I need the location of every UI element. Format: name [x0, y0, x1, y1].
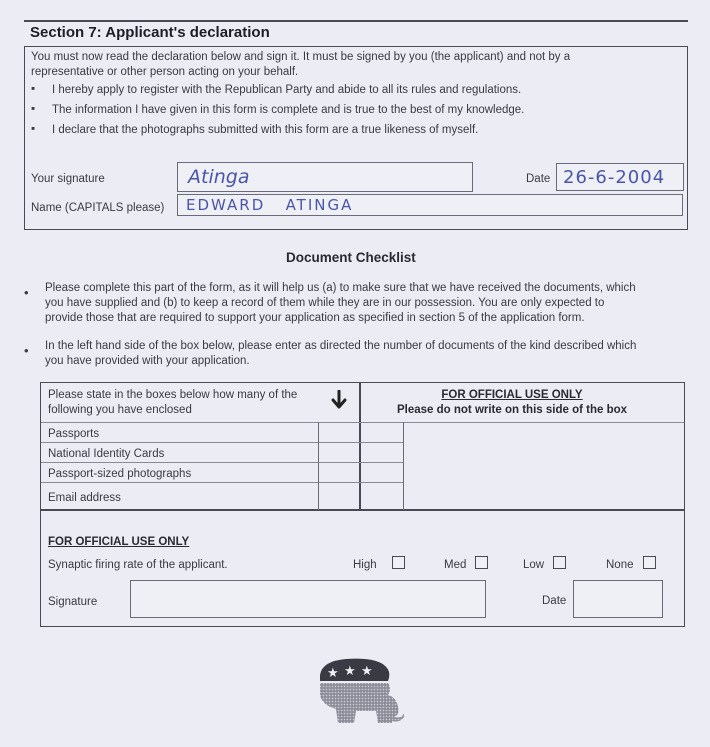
bullet-icon: ▪	[31, 103, 36, 115]
official-header-sub: Please do not write on this side of the box	[396, 404, 628, 416]
official-title: FOR OFFICIAL USE ONLY	[48, 536, 190, 548]
signature-value: Atinga	[188, 166, 250, 188]
checklist-para1-line1: Please complete this part of the form, as it will help us (a) to make sure that we have received the documents, which	[45, 282, 636, 294]
svg-text:★: ★	[361, 664, 373, 679]
arrow-down-icon	[331, 390, 347, 410]
official-date-field[interactable]	[573, 580, 663, 618]
date-value: 26-6-2004	[563, 167, 666, 188]
official-signature-field[interactable]	[130, 580, 486, 618]
row-divider	[41, 422, 684, 423]
svg-text:★: ★	[327, 666, 339, 681]
count-input-national-id[interactable]	[319, 443, 358, 462]
option-none-checkbox[interactable]	[643, 556, 656, 569]
signature-label: Your signature	[31, 173, 105, 185]
left-header-line2: following you have enclosed	[48, 404, 192, 416]
option-high-label: High	[353, 559, 377, 571]
count-input-email[interactable]	[319, 483, 358, 508]
left-header-line1: Please state in the boxes below how many of the	[48, 389, 298, 401]
official-date-label: Date	[542, 595, 567, 607]
option-low-checkbox[interactable]	[553, 556, 566, 569]
bullet-icon: •	[24, 285, 29, 300]
declaration-item: I hereby apply to register with the Republican Party and abide to all its rules and regulations.	[52, 84, 522, 96]
row-divider	[41, 509, 684, 511]
option-low-label: Low	[523, 559, 545, 571]
name-value: EDWARD ATINGA	[186, 196, 354, 214]
bullet-icon: •	[24, 343, 29, 358]
item-photographs: Passport-sized photographs	[48, 468, 192, 480]
checklist-para1-line3: provide those that are required to support your application as specified in section 5 of the application form.	[45, 312, 585, 324]
checklist-para2-line1: In the left hand side of the box below, please enter as directed the number of documents of the kind described which	[45, 340, 637, 352]
declaration-item: The information I have given in this form is complete and is true to the best of my knowledge.	[52, 104, 525, 116]
checklist-title: Document Checklist	[286, 250, 416, 265]
option-med-label: Med	[444, 559, 467, 571]
checklist-para1-line2: you have supplied and (b) to keep a record of them while they are in our possession. You are only expected to	[45, 297, 605, 309]
official-column-line	[403, 422, 404, 510]
date-label: Date	[526, 173, 551, 185]
count-input-passports[interactable]	[319, 423, 358, 442]
declaration-item: I declare that the photographs submitted with this form are a true likeness of myself.	[52, 124, 479, 136]
official-signature-label: Signature	[48, 596, 98, 608]
bullet-icon: ▪	[31, 123, 36, 135]
option-none-label: None	[606, 559, 634, 571]
checklist-para2-line2: you have provided with your application.	[45, 355, 250, 367]
date-field[interactable]	[556, 163, 684, 191]
item-email: Email address	[48, 492, 121, 504]
name-label: Name (CAPITALS please)	[31, 202, 165, 214]
option-med-checkbox[interactable]	[475, 556, 488, 569]
name-field[interactable]	[177, 194, 683, 216]
rate-label: Synaptic firing rate of the applicant.	[48, 559, 228, 571]
item-passports: Passports	[48, 428, 100, 440]
top-rule	[24, 20, 688, 22]
count-input-photographs[interactable]	[319, 463, 358, 482]
svg-text:★: ★	[344, 664, 356, 679]
signature-field[interactable]	[177, 162, 473, 192]
item-national-id: National Identity Cards	[48, 448, 165, 460]
option-high-checkbox[interactable]	[392, 556, 405, 569]
official-header-title: FOR OFFICIAL USE ONLY	[441, 389, 583, 401]
declaration-intro-line1: You must now read the declaration below and sign it. It must be signed by you (the applicant) and not by a	[31, 51, 571, 63]
section-title: Section 7: Applicant's declaration	[30, 24, 270, 41]
declaration-intro-line2: representative or other person acting on your behalf.	[31, 66, 299, 78]
bullet-icon: ▪	[31, 83, 36, 95]
republican-elephant-logo	[316, 655, 406, 725]
